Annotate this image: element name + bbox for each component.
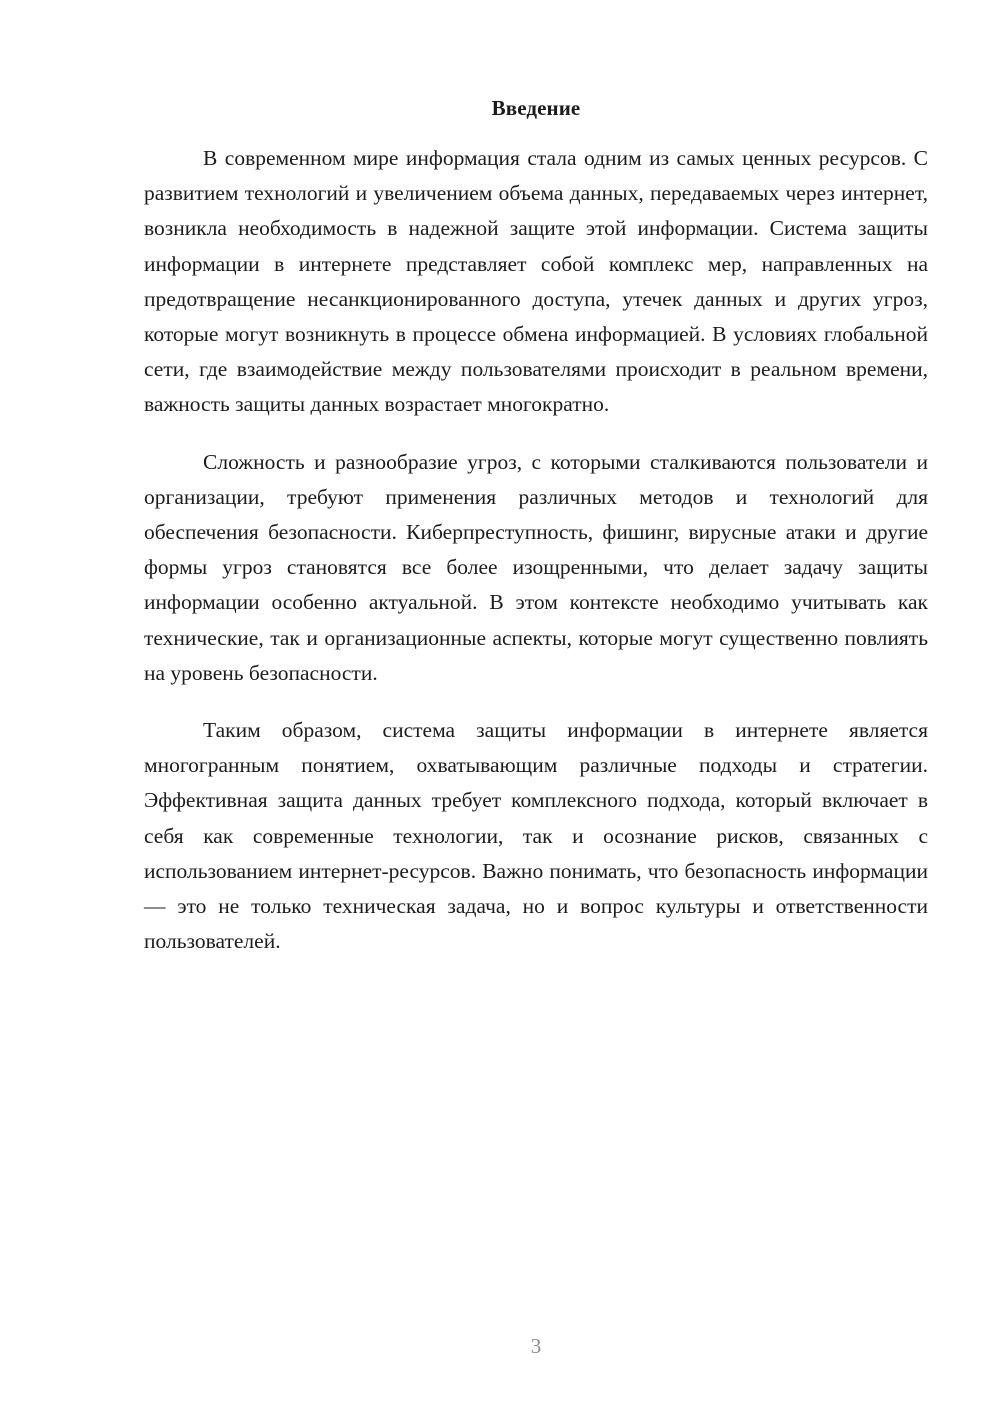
- paragraph-3: Таким образом, система защиты информации в интернете является многогранным понятием, охватывающим различные подходы и стратегии. Эффективная защита данных требует комплексного подхода, который включает в себя как современные технологии, так и осознание рисков, связанных с использованием интернет-ресурсов. Важно понимать, что безопасность информации — это не только техническая задача, но и вопрос культуры и ответственности пользователей.: [144, 718, 928, 954]
- body-text: [144, 141, 928, 981]
- section-heading: Введение: [491, 96, 581, 120]
- paragraph-1: В современном мире информация стала одним из самых ценных ресурсов. С развитием технологий и увеличением объема данных, передаваемых через интернет, возникла необходимость в надежной защите этой информации. Система защиты информации в интернете представляет собой комплекс мер, направленных на предотвращение несанкционированного доступа, утечек данных и других угроз, которые могут возникнуть в процессе обмена информацией. В условиях глобальной сети, где взаимодействие между пользователями происходит в реальном времени, важность защиты данных возрастает многократно.: [144, 146, 928, 417]
- paragraph-2: Сложность и разнообразие угроз, с которыми сталкиваются пользователи и организации, требуют применения различных методов и технологий для обеспечения безопасности. Киберпреступность, фишинг, вирусные атаки и другие формы угроз становятся все более изощренными, что делает задачу защиты информации особенно актуальной. В этом контексте необходимо учитывать как технические, так и организационные аспекты, которые могут существенно повлиять на уровень безопасности.: [144, 449, 928, 685]
- page-number: 3: [530, 1334, 542, 1358]
